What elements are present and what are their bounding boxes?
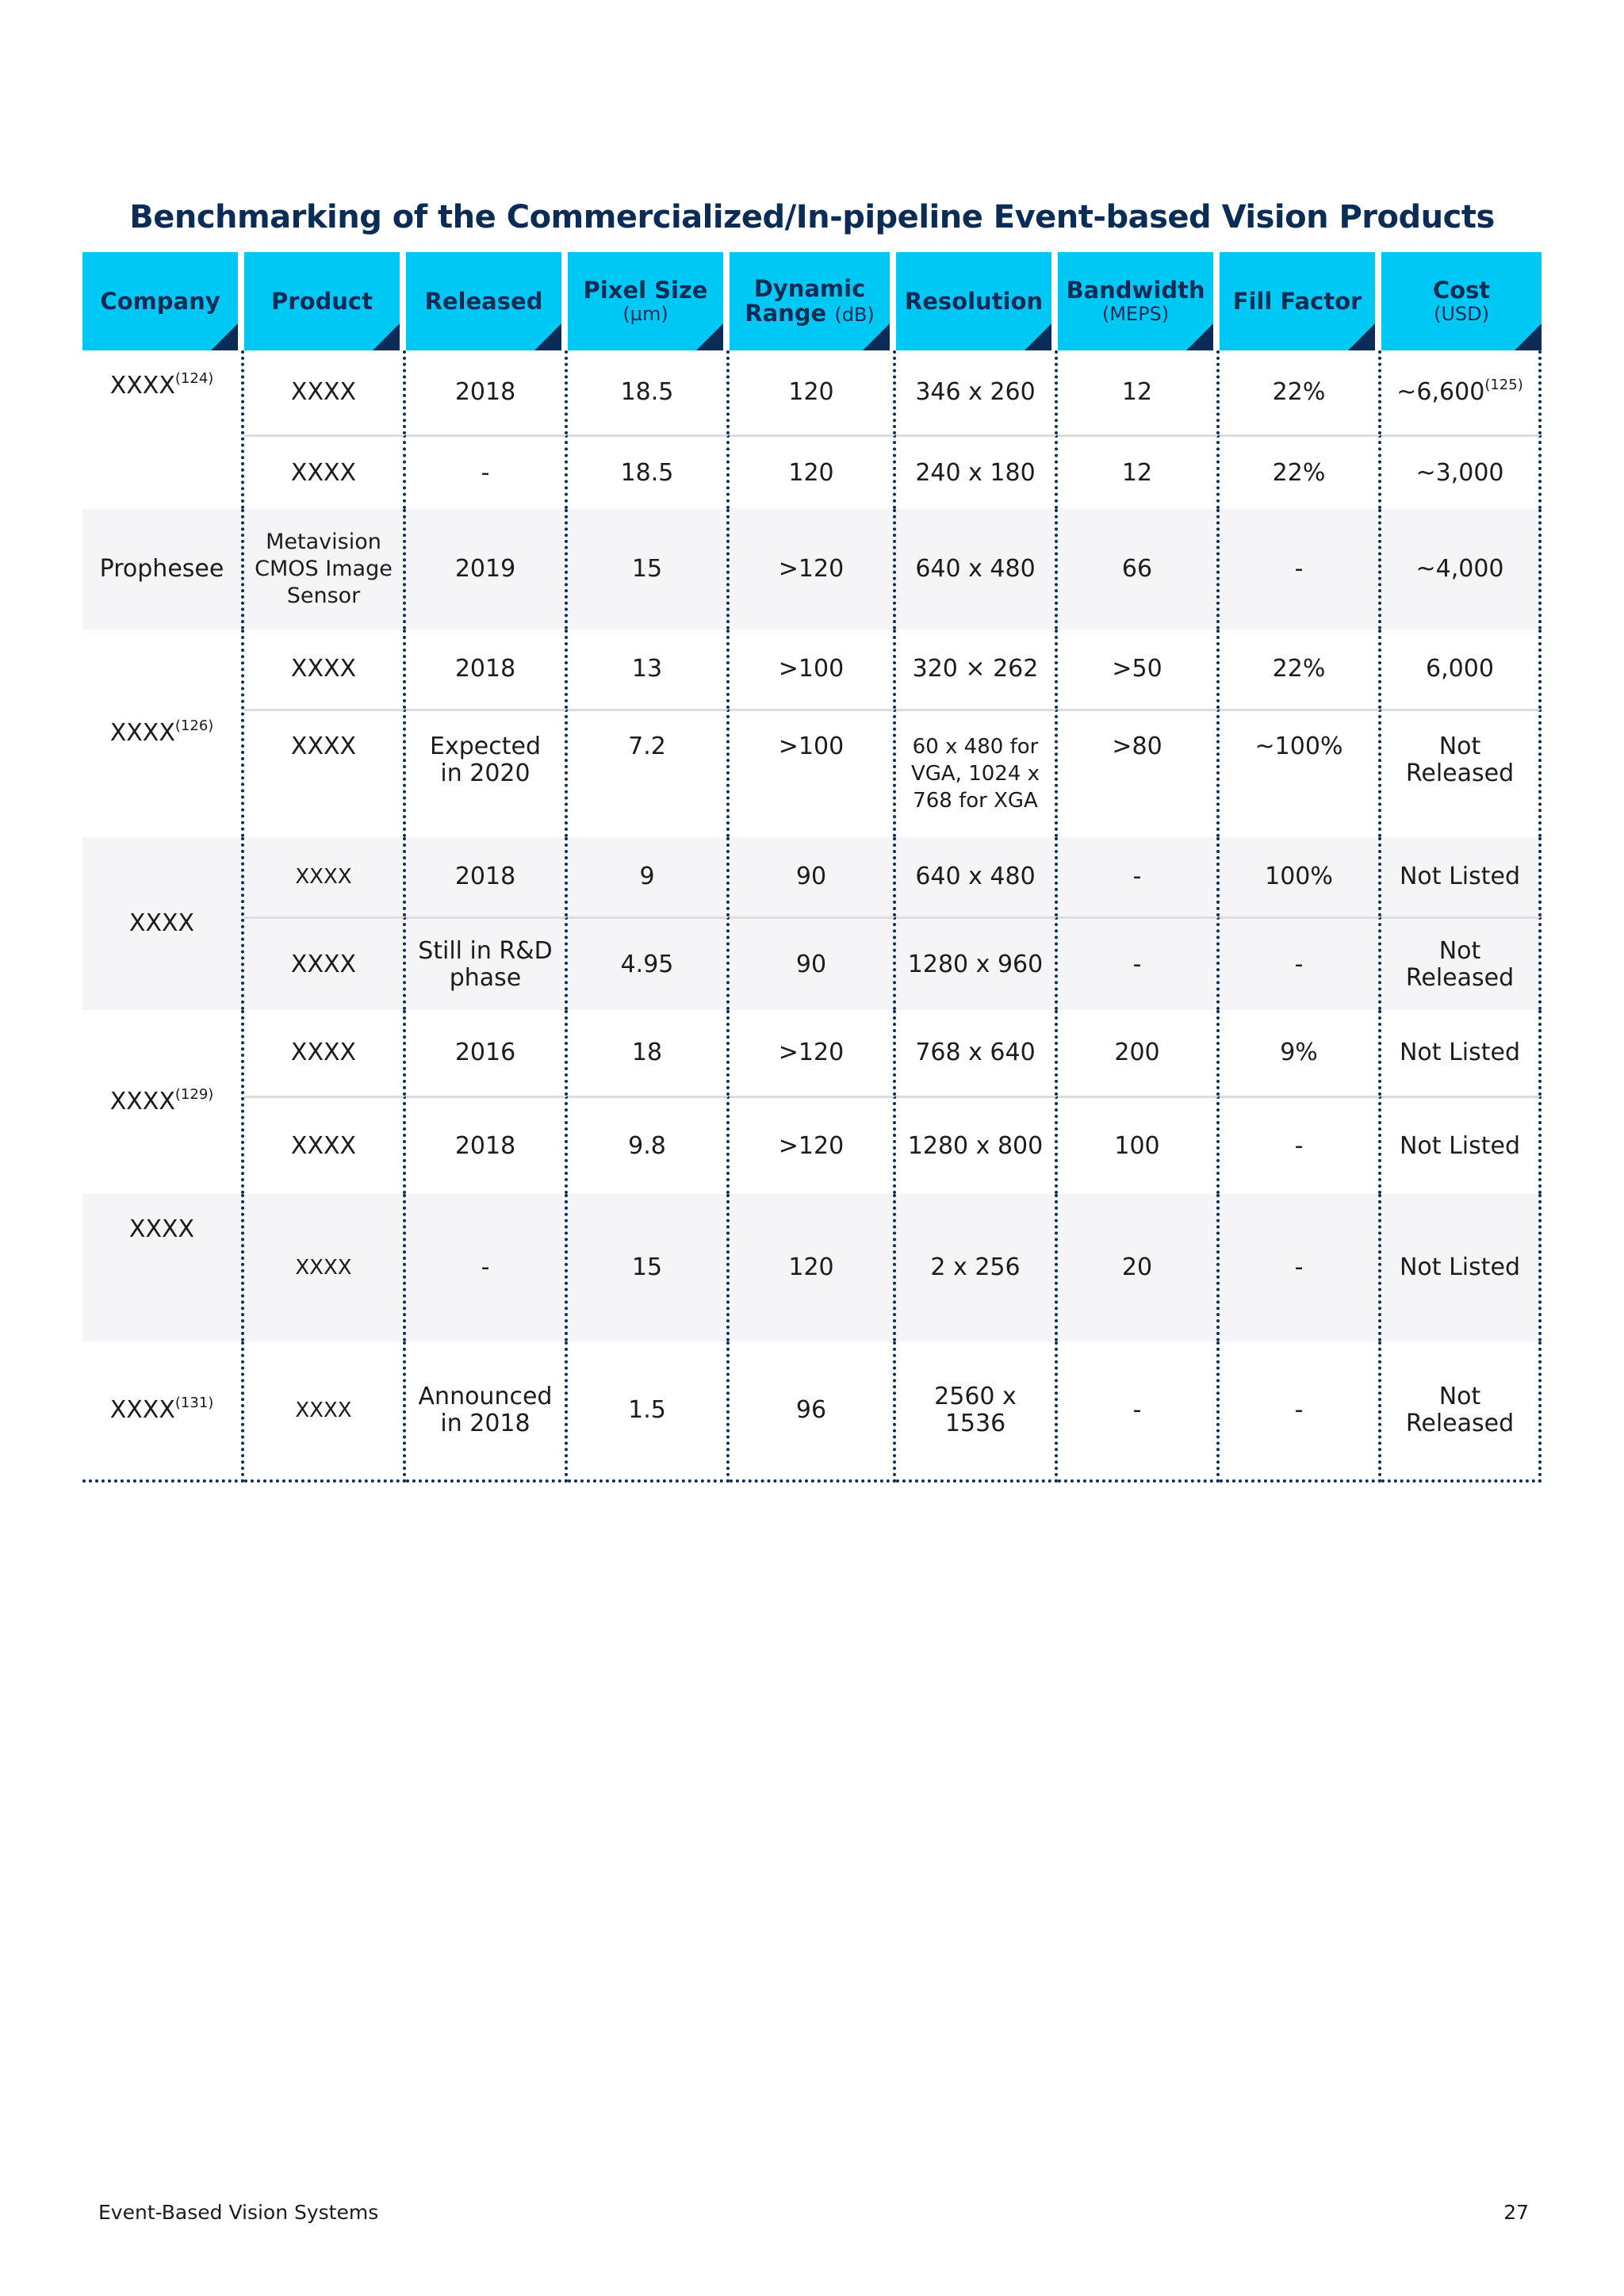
company-group xyxy=(82,629,1542,837)
header-resolution-label: Resolution xyxy=(904,287,1044,315)
table-row xyxy=(82,1194,1542,1341)
header-product xyxy=(244,252,406,350)
table-row xyxy=(82,837,1542,916)
cell-dynamic-range: >120 xyxy=(730,1096,896,1194)
cell-dynamic-range: 120 xyxy=(730,350,896,434)
cost-line: Not xyxy=(1438,936,1481,965)
cell-bandwidth: - xyxy=(1058,837,1220,916)
cell-resolution: 320 × 262 xyxy=(896,629,1058,709)
resolution-line: 1536 xyxy=(944,1410,1006,1437)
cost-line: Released xyxy=(1405,760,1515,787)
cell-released: 2019 xyxy=(406,509,568,629)
cell-company: XXXX xyxy=(82,1194,244,1341)
cell-bandwidth: 12 xyxy=(1058,350,1220,434)
company-group xyxy=(82,350,1542,509)
cell-pixel-size: 9.8 xyxy=(568,1096,730,1194)
cell-resolution: 1280 x 960 xyxy=(896,916,1058,1010)
reference-marker: (129) xyxy=(174,1086,214,1103)
company-group xyxy=(82,1010,1542,1194)
cell-dynamic-range: 120 xyxy=(730,1194,896,1341)
cell-fill-factor: - xyxy=(1220,916,1381,1010)
cell-released: 2018 xyxy=(406,1096,568,1194)
cell-fill-factor: - xyxy=(1220,1194,1381,1341)
cell-dynamic-range: 90 xyxy=(730,837,896,916)
cell-product: XXXX xyxy=(244,1096,406,1194)
cell-product: XXXX xyxy=(244,1341,406,1483)
cell-dynamic-range: >120 xyxy=(730,1010,896,1096)
header-company-label: Company xyxy=(100,287,220,315)
cell-pixel-size: 13 xyxy=(568,629,730,709)
cell-product: XXXX xyxy=(244,837,406,916)
cell-dynamic-range: 96 xyxy=(730,1341,896,1483)
released-line: in 2020 xyxy=(440,760,530,787)
cell-dynamic-range: >120 xyxy=(730,509,896,629)
cost-value: ~6,600 xyxy=(1396,378,1485,406)
header-dynamic-range-label: Dynamic xyxy=(753,275,866,302)
corner-marker xyxy=(863,323,890,350)
cell-fill-factor: - xyxy=(1220,509,1381,629)
corner-marker xyxy=(1515,323,1542,350)
cell-bandwidth: 66 xyxy=(1058,509,1220,629)
released-line: phase xyxy=(449,963,522,992)
cell-released: 2016 xyxy=(406,1010,568,1096)
table-row xyxy=(82,916,1542,1010)
cell-dynamic-range: 90 xyxy=(730,916,896,1010)
cost-line: Released xyxy=(1405,1410,1515,1437)
cell-dynamic-range: >100 xyxy=(730,709,896,837)
header-company xyxy=(82,252,244,350)
header-fill-factor xyxy=(1220,252,1381,350)
header-cost-label: Cost xyxy=(1432,276,1491,304)
cell-bandwidth: 100 xyxy=(1058,1096,1220,1194)
header-bandwidth xyxy=(1058,252,1220,350)
cell-resolution: 640 x 480 xyxy=(896,509,1058,629)
company-group xyxy=(82,509,1542,629)
product-line: Sensor xyxy=(286,584,361,608)
cell-cost: Not Listed xyxy=(1381,1096,1542,1194)
corner-marker xyxy=(534,323,561,350)
cell-released: - xyxy=(406,1194,568,1341)
header-bandwidth-unit: (MEPS) xyxy=(1101,302,1170,325)
cell-pixel-size: 1.5 xyxy=(568,1341,730,1483)
corner-marker xyxy=(211,323,238,350)
released-line: Still in R&D xyxy=(418,936,553,965)
cell-dynamic-range: 120 xyxy=(730,434,896,509)
cell-released xyxy=(406,709,568,837)
cell-bandwidth: >80 xyxy=(1058,709,1220,837)
company-group xyxy=(82,1194,1542,1341)
released-line: Announced xyxy=(418,1383,553,1410)
cell-pixel-size: 15 xyxy=(568,509,730,629)
cell-fill-factor: 22% xyxy=(1220,629,1381,709)
cell-dynamic-range: >100 xyxy=(730,629,896,709)
cell-fill-factor: - xyxy=(1220,1096,1381,1194)
corner-marker xyxy=(1348,323,1375,350)
reference-marker: (131) xyxy=(174,1395,214,1411)
table-row xyxy=(82,350,1542,434)
cell-product: XXXX xyxy=(244,629,406,709)
cell-company xyxy=(82,1341,244,1483)
header-pixel-size xyxy=(568,252,730,350)
cell-company: Prophesee xyxy=(82,509,244,629)
resolution-line: 60 x 480 for xyxy=(912,735,1039,759)
company-group xyxy=(82,1341,1542,1483)
company-group xyxy=(82,837,1542,1010)
cell-bandwidth: >50 xyxy=(1058,629,1220,709)
header-product-label: Product xyxy=(271,287,373,315)
cell-pixel-size: 15 xyxy=(568,1194,730,1341)
corner-marker xyxy=(373,323,400,350)
header-resolution xyxy=(896,252,1058,350)
cell-resolution xyxy=(896,1341,1058,1483)
cell-pixel-size: 18 xyxy=(568,1010,730,1096)
header-pixel-size-label: Pixel Size xyxy=(583,276,708,304)
cell-pixel-size: 7.2 xyxy=(568,709,730,837)
company-name: XXXX xyxy=(109,1088,175,1115)
cell-product: XXXX xyxy=(244,350,406,434)
cell-cost: ~3,000 xyxy=(1381,434,1542,509)
cell-product: XXXX xyxy=(244,434,406,509)
cost-line: Not xyxy=(1438,1383,1481,1410)
table-row xyxy=(82,1010,1542,1096)
cell-company: XXXX xyxy=(82,837,244,1010)
header-pixel-size-unit: (µm) xyxy=(622,302,668,325)
cell-fill-factor: 22% xyxy=(1220,350,1381,434)
page-title: Benchmarking of the Commercialized/In-pipeline Event-based Vision Products xyxy=(129,199,1495,235)
table-row xyxy=(82,629,1542,709)
page-number: 27 xyxy=(1503,2201,1529,2224)
resolution-line: 768 for XGA xyxy=(913,789,1038,813)
reference-marker: (124) xyxy=(174,370,214,387)
resolution-line: 2560 x xyxy=(934,1383,1017,1410)
cell-pixel-size: 18.5 xyxy=(568,350,730,434)
table-row xyxy=(82,509,1542,629)
product-line: Metavision xyxy=(266,530,381,554)
header-dynamic-range-label-2: Range xyxy=(745,300,827,327)
cell-pixel-size: 9 xyxy=(568,837,730,916)
corner-marker xyxy=(696,323,723,350)
cell-pixel-size: 18.5 xyxy=(568,434,730,509)
corner-marker xyxy=(1025,323,1051,350)
cell-bandwidth: 12 xyxy=(1058,434,1220,509)
header-dynamic-range xyxy=(730,252,896,350)
cell-cost xyxy=(1381,350,1542,434)
company-name: XXXX xyxy=(109,719,175,747)
table-row xyxy=(82,709,1542,837)
cell-fill-factor: - xyxy=(1220,1341,1381,1483)
cell-resolution: 640 x 480 xyxy=(896,837,1058,916)
cell-cost: ~4,000 xyxy=(1381,509,1542,629)
released-line: in 2018 xyxy=(440,1410,530,1437)
footer-document-title: Event-Based Vision Systems xyxy=(98,2201,379,2224)
cell-resolution: 240 x 180 xyxy=(896,434,1058,509)
cell-bandwidth: 200 xyxy=(1058,1010,1220,1096)
cell-company xyxy=(82,629,244,837)
cell-pixel-size: 4.95 xyxy=(568,916,730,1010)
cell-product: XXXX xyxy=(244,916,406,1010)
cell-fill-factor: 9% xyxy=(1220,1010,1381,1096)
header-cost xyxy=(1381,252,1542,350)
cost-line: Released xyxy=(1405,963,1515,992)
cell-company xyxy=(82,1010,244,1194)
released-line: Expected xyxy=(430,733,541,760)
cell-product: XXXX xyxy=(244,1194,406,1341)
cell-fill-factor: ~100% xyxy=(1220,709,1381,837)
header-cost-unit: (USD) xyxy=(1433,302,1489,325)
header-released xyxy=(406,252,568,350)
cell-cost xyxy=(1381,709,1542,837)
cell-released: 2018 xyxy=(406,837,568,916)
cell-released: - xyxy=(406,434,568,509)
table-row xyxy=(82,434,1542,509)
cell-released: 2018 xyxy=(406,629,568,709)
cell-released xyxy=(406,1341,568,1483)
company-name: XXXX xyxy=(109,372,175,400)
cell-resolution: 1280 x 800 xyxy=(896,1096,1058,1194)
cell-cost: Not Listed xyxy=(1381,837,1542,916)
cell-resolution xyxy=(896,709,1058,837)
cell-resolution: 768 x 640 xyxy=(896,1010,1058,1096)
table-row xyxy=(82,1096,1542,1194)
header-fill-factor-label: Fill Factor xyxy=(1232,287,1362,315)
product-line: CMOS Image xyxy=(255,557,393,581)
cell-fill-factor: 22% xyxy=(1220,434,1381,509)
cell-product: XXXX xyxy=(244,1010,406,1096)
cell-product xyxy=(244,509,406,629)
cell-bandwidth: - xyxy=(1058,1341,1220,1483)
table-row xyxy=(82,1341,1542,1483)
cost-line: Not xyxy=(1438,733,1481,760)
cell-resolution: 2 x 256 xyxy=(896,1194,1058,1341)
header-row xyxy=(82,252,1542,350)
header-dynamic-range-unit: (dB) xyxy=(834,304,875,326)
cell-bandwidth: 20 xyxy=(1058,1194,1220,1341)
cell-bandwidth: - xyxy=(1058,916,1220,1010)
cell-cost xyxy=(1381,916,1542,1010)
cell-product: XXXX xyxy=(244,709,406,837)
cell-cost xyxy=(1381,1341,1542,1483)
cell-resolution: 346 x 260 xyxy=(896,350,1058,434)
benchmark-table xyxy=(82,252,1542,1483)
cell-released: 2018 xyxy=(406,350,568,434)
cell-fill-factor: 100% xyxy=(1220,837,1381,916)
cell-released xyxy=(406,916,568,1010)
cell-cost: Not Listed xyxy=(1381,1194,1542,1341)
cell-cost: Not Listed xyxy=(1381,1010,1542,1096)
reference-marker: (126) xyxy=(174,718,214,734)
header-bandwidth-label: Bandwidth xyxy=(1066,276,1205,304)
reference-marker: (125) xyxy=(1484,377,1523,393)
cell-cost: 6,000 xyxy=(1381,629,1542,709)
corner-marker xyxy=(1186,323,1213,350)
company-name: XXXX xyxy=(109,1396,175,1424)
resolution-line: VGA, 1024 x xyxy=(910,762,1040,786)
header-released-label: Released xyxy=(424,287,543,315)
cell-company xyxy=(82,350,244,509)
